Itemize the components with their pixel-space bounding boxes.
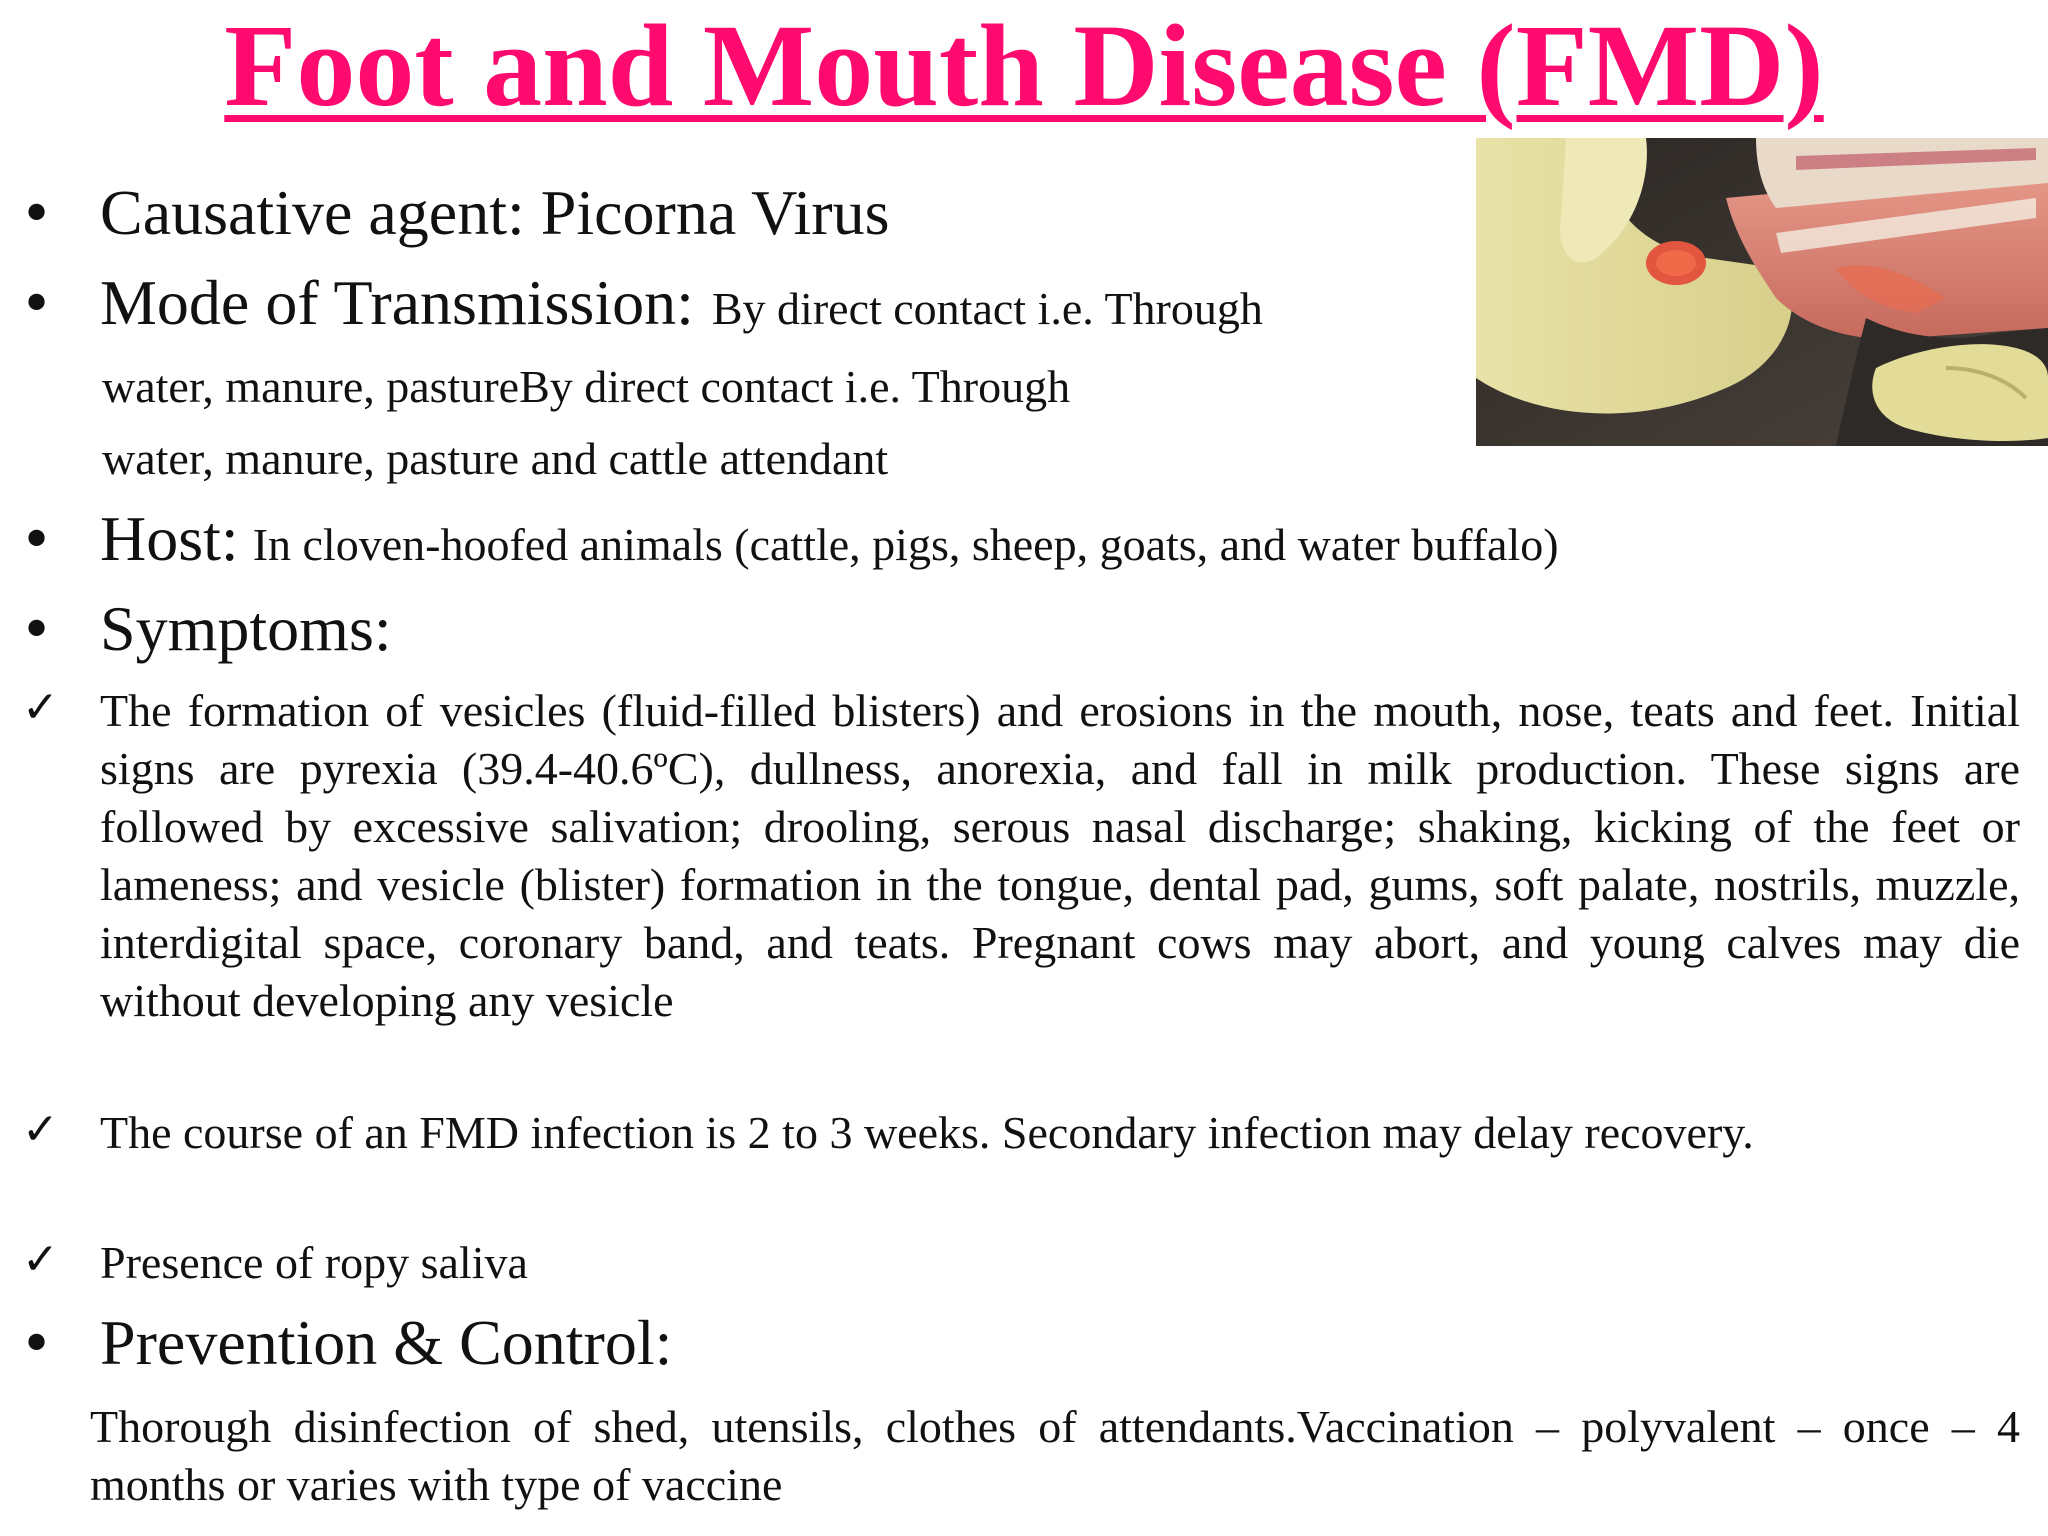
bullet-icon: • [20,182,54,247]
transmission-heading: Mode of Transmission: [100,267,694,338]
causative-text: Causative agent: Picorna Virus [100,177,890,248]
check-icon: ✓ [22,1234,59,1285]
check-icon: ✓ [22,1104,59,1155]
bullet-icon: • [20,272,54,337]
symptoms-heading: Symptoms: [100,593,392,664]
check-icon: ✓ [22,682,59,733]
photo-icon [1476,138,2048,446]
bullet-icon: • [20,1312,54,1377]
bullet-icon: • [20,508,54,573]
bullet-icon: • [20,598,54,663]
prevention-heading: Prevention & Control: [100,1307,673,1378]
host-text: In cloven-hoofed animals (cattle, pigs, sheep, goats, and water buffalo) [252,519,1559,570]
transmission-text: By direct contact i.e. Through [711,283,1263,334]
infected-mouth-photo [1476,138,2048,446]
symptom-1-text: The formation of vesicles (fluid-filled blisters) and erosions in the mouth, nose, teats and feet. Initial signs are pyrexia (39.4-40.6ºC), dullness, anorexia, and fall in milk production. These signs are followed by excessive salivation; drooling, serous nasal discharge; shaking, kicking of the feet or lameness; and vesicle (blister) formation in the tongue, dental pad, gums, soft palate, nostrils, muzzle, interdigital space, coronary band, and teats. Pregnant cows may abort, and young calves may die without developing any vesicle [100,685,2020,1026]
symptom-3-text: Presence of ropy saliva [100,1237,528,1288]
transmission-line-2-text: water, manure, pastureBy direct contact i.e. Through [102,361,1071,412]
transmission-line-3-text: water, manure, pasture and cattle attendant [102,433,889,484]
host-line [100,502,1559,576]
page-title: Foot and Mouth Disease (FMD) [224,0,1824,131]
transmission-line [100,266,1263,340]
host-heading: Host: [100,503,239,574]
symptom-2-text: The course of an FMD infection is 2 to 3 weeks. Secondary infection may delay recovery. [100,1107,1754,1158]
prevention-text: Thorough disinfection of shed, utensils, clothes of attendants.Vaccination – polyvalent – once – 4 months or varies with type of vaccine [90,1401,2020,1510]
